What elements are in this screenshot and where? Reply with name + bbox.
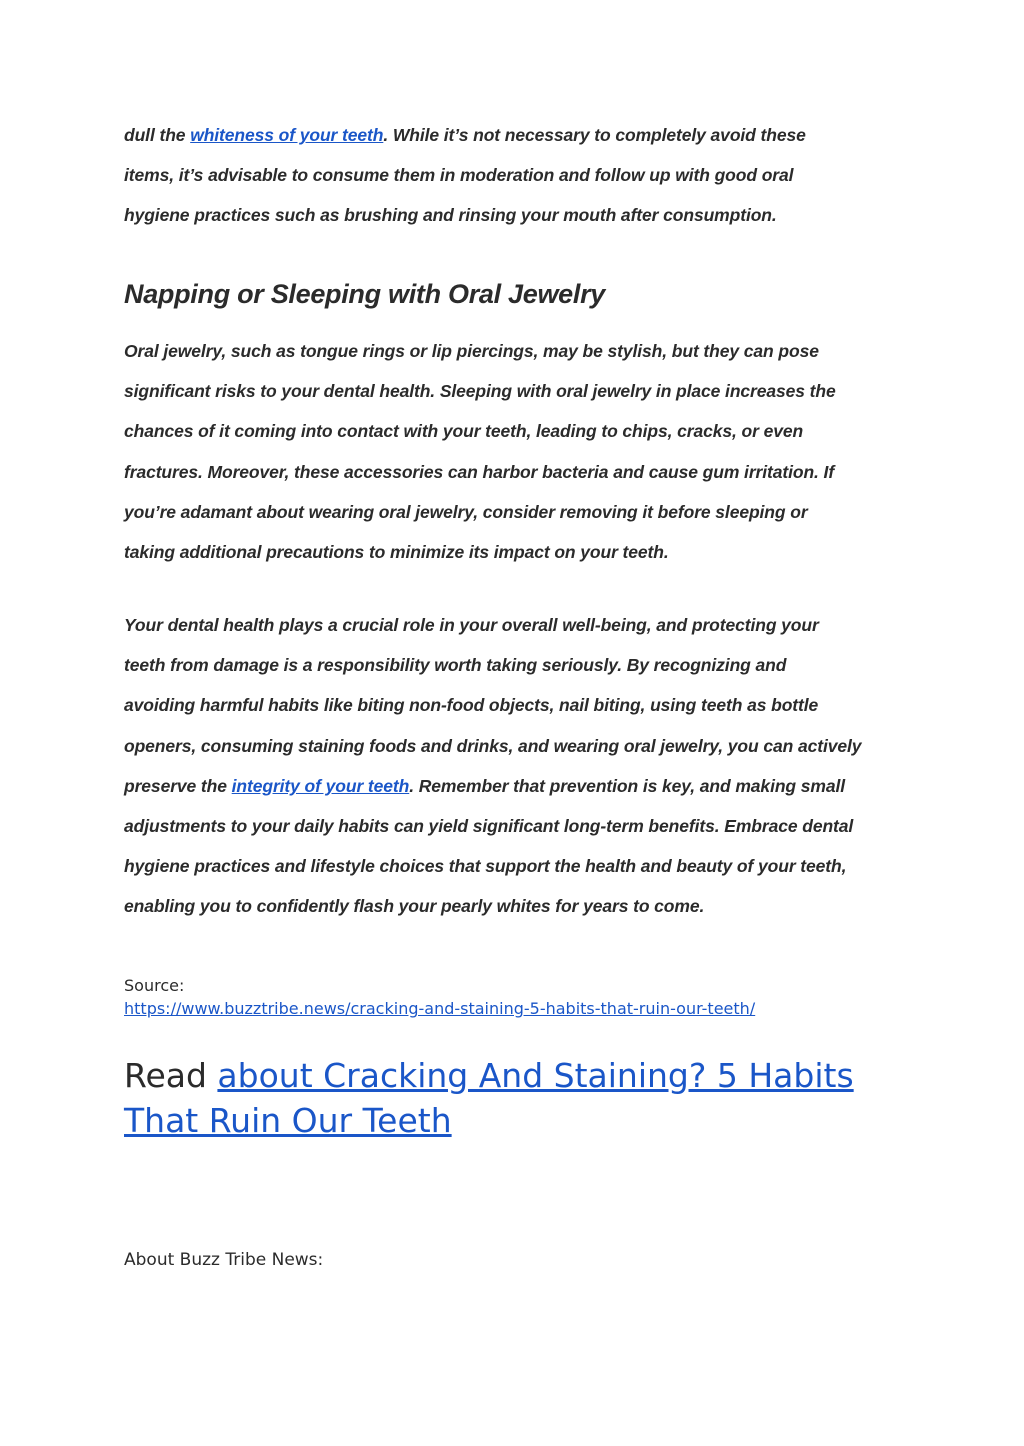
source-block (124, 974, 755, 1020)
paragraph-line: Your dental health plays a crucial role in your overall well-being, and protecting your (124, 615, 819, 635)
whiteness-link[interactable]: whiteness of your teeth (190, 125, 384, 145)
paragraph-line: avoiding harmful habits like biting non-food objects, nail biting, using teeth as bottle (124, 695, 819, 716)
paragraph-line: openers, consuming staining foods and drinks, and wearing oral jewelry, you can actively (124, 735, 862, 756)
paragraph-line: chances of it coming into contact with your teeth, leading to chips, cracks, or even (124, 421, 804, 442)
paragraph-line: adjustments to your daily habits can yield significant long-term benefits. Embrace dental (124, 816, 854, 837)
section-heading: Napping or Sleeping with Oral Jewelry (124, 279, 606, 309)
paragraph-line: fractures. Moreover, these accessories can harbor bacteria and cause gum irritation. If (124, 461, 835, 482)
paragraph-line: taking additional precautions to minimize its impact on your teeth. (124, 542, 669, 563)
paragraph-line: enabling you to confidently flash your pearly whites for years to come. (124, 896, 705, 917)
about-heading: About Buzz Tribe News: (124, 1250, 324, 1270)
article-title-link[interactable]: about Cracking And Staining? 5 Habits That Ruin Our Teeth (124, 1056, 854, 1140)
paragraph-line: Oral jewelry, such as tongue rings or lip piercings, may be stylish, but they can pose (124, 341, 819, 361)
intro-paragraph (124, 115, 806, 236)
paragraph-line: significant risks to your dental health. Sleeping with oral jewelry in place increases the (124, 381, 836, 402)
paragraph-line: hygiene practices and lifestyle choices that support the health and beauty of your teeth, (124, 856, 847, 877)
intro-text: items, it’s advisable to consume them in moderation and follow up with good oral (124, 165, 794, 186)
source-label: Source: (124, 976, 185, 995)
paragraph-line: you’re adamant about wearing oral jewelry, consider removing it before sleeping or (124, 501, 808, 522)
paragraph-line: . Remember that prevention is key, and making small (409, 775, 846, 796)
intro-text: . While it’s not necessary to completely avoid these (383, 125, 806, 145)
paragraph-line: preserve the (124, 775, 232, 796)
read-prefix: Read (124, 1056, 218, 1095)
integrity-link[interactable]: integrity of your teeth (231, 775, 410, 796)
conclusion-paragraph (124, 605, 861, 927)
intro-text: dull the (124, 125, 191, 145)
intro-text: hygiene practices such as brushing and rinsing your mouth after consumption. (124, 205, 777, 226)
read-heading (124, 1053, 904, 1143)
paragraph-line: teeth from damage is a responsibility worth taking seriously. By recognizing and (124, 655, 787, 676)
jewelry-paragraph (124, 331, 836, 572)
source-url-link[interactable]: https://www.buzztribe.news/cracking-and-staining-5-habits-that-ruin-our-teeth/ (124, 999, 756, 1018)
